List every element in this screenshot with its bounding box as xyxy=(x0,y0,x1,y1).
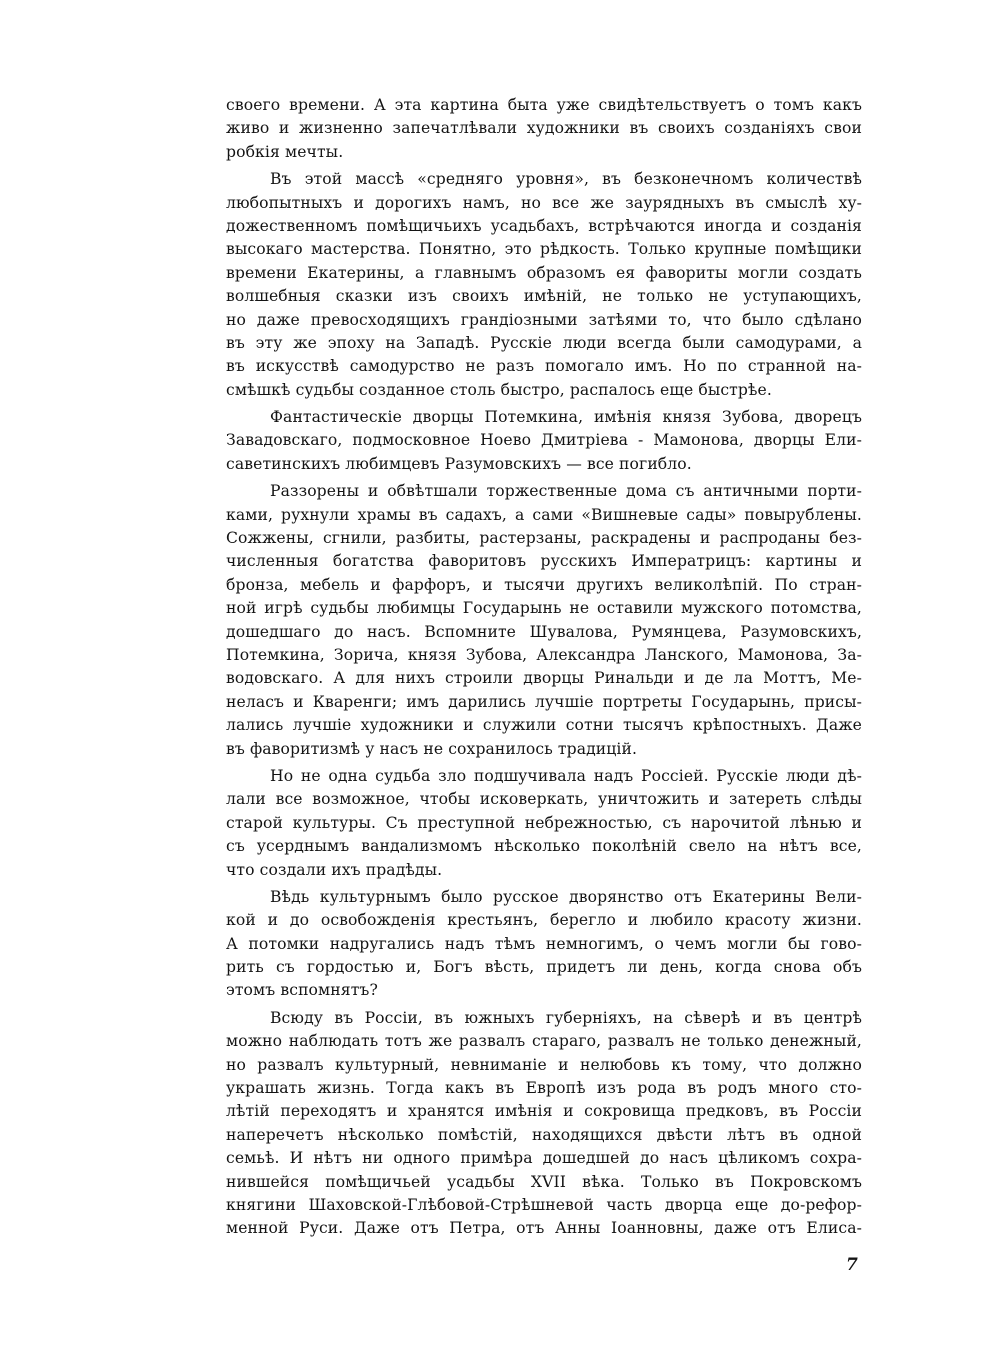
paragraph-2 xyxy=(226,168,862,402)
text-line: старой культуры. Съ преступной небрежностью, съ нарочитой лѣнью и xyxy=(226,813,862,832)
text-line: что создали ихъ прадѣды. xyxy=(226,860,443,879)
text-line: въ эту же эпоху на Западѣ. Русскіе люди всегда были самодурами, а xyxy=(226,333,862,352)
paragraph-5 xyxy=(226,765,862,882)
text-line: этомъ вспомнятъ? xyxy=(226,981,378,1000)
text-line: Завадовскаго, подмосковное Ноево Дмитріева - Мамонова, дворцы Ели- xyxy=(226,431,862,450)
text-line: но даже превосходящихъ грандіозными затѣями то, что было сдѣлано xyxy=(226,310,862,329)
paragraph-7 xyxy=(226,1007,862,1241)
text-line: Раззорены и обвѣтшали торжественные дома съ античными порти- xyxy=(270,482,862,501)
paragraph-6 xyxy=(226,886,862,1003)
text-line: ками, рухнули храмы въ садахъ, а сами «Вишневые сады» повырублены. xyxy=(226,505,862,524)
text-line: дошедшаго до насъ. Вспомните Шувалова, Румянцева, Разумовскихъ, xyxy=(226,622,862,641)
text-line: въ искусствѣ самодурство не разъ помогало имъ. Но по странной на- xyxy=(226,357,862,376)
text-line: смѣшкѣ судьбы созданное столь быстро, распалось еще быстрѣе. xyxy=(226,380,772,399)
text-line: лали все возможное, чтобы исковеркать, уничтожить и затереть слѣды xyxy=(226,790,862,809)
text-line: любопытныхъ и дорогихъ намъ, но все же заурядныхъ въ смыслѣ ху- xyxy=(226,193,862,212)
text-line: саветинскихъ любимцевъ Разумовскихъ — все погибло. xyxy=(226,454,692,473)
paragraph-4 xyxy=(226,480,862,761)
text-line: лѣтій переходятъ и хранятся имѣнія и сокровища предковъ, въ Россіи xyxy=(226,1102,862,1121)
text-line: ной игрѣ судьбы любимцы Государынь не оставили мужского потомства, xyxy=(226,599,862,618)
text-line: своего времени. А эта картина быта уже свидѣтельствуетъ о томъ какъ xyxy=(226,96,862,114)
text-line: рить съ гордостью и, Богъ вѣсть, придетъ ли день, когда снова объ xyxy=(226,958,862,977)
page-body xyxy=(226,94,862,1241)
text-line: кой и до освобожденія крестьянъ, берегло и любило красоту жизни. xyxy=(226,911,862,930)
text-line: живо и жизненно запечатлѣвали художники въ своихъ созданіяхъ свои xyxy=(226,119,862,138)
text-line: въ фаворитизмѣ у насъ не сохранилось традицій. xyxy=(226,739,638,758)
text-line: Всюду въ Россіи, въ южныхъ губерніяхъ, на сѣверѣ и въ центрѣ xyxy=(270,1008,862,1027)
text-line: княгини Шаховской-Глѣбовой-Стрѣшневой часть дворца еще до-рефор- xyxy=(226,1195,862,1214)
text-line: численныя богатства фаворитовъ русскихъ Императрицъ: картины и xyxy=(226,552,862,571)
text-line: Сожжены, сгнили, разбиты, растерзаны, раскрадены и распроданы без- xyxy=(226,529,862,548)
text-line: водовскаго. А для нихъ строили дворцы Ринальди и де ла Моттъ, Ме- xyxy=(226,669,862,688)
text-line: украшать жизнь. Тогда какъ въ Европѣ изъ рода въ родъ много сто- xyxy=(226,1079,862,1098)
text-line: бронза, мебель и фарфоръ, и тысячи другихъ великолѣпій. По стран- xyxy=(226,575,862,594)
text-line: лались лучшіе художники и служили сотни тысячъ крѣпостныхъ. Даже xyxy=(226,716,862,735)
text-line: но развалъ культурный, невниманіе и нелюбовь къ тому, что должно xyxy=(226,1055,862,1074)
text-line: Въ этой массѣ «средняго уровня», въ безконечномъ количествѣ xyxy=(270,170,862,189)
text-line: дожественномъ помѣщичьихъ усадьбахъ, встрѣчаются иногда и созданія xyxy=(226,216,862,235)
text-line: семьѣ. И нѣтъ ни одного примѣра дошедшей до насъ цѣликомъ сохра- xyxy=(226,1149,862,1168)
text-line: робкія мечты. xyxy=(226,142,344,161)
text-line: нившейся помѣщичьей усадьбы XVII вѣка. Только въ Покровскомъ xyxy=(226,1172,862,1191)
paragraph-3 xyxy=(226,406,862,476)
text-line: съ усерднымъ вандализмомъ нѣсколько поколѣній свело на нѣтъ все, xyxy=(226,837,862,856)
text-line: менной Руси. Даже отъ Петра, отъ Анны Іоанновны, даже отъ Елиса- xyxy=(226,1219,862,1238)
paragraph-1 xyxy=(226,94,862,164)
text-line: Но не одна судьба зло подшучивала надъ Россіей. Русскіе люди дѣ- xyxy=(270,766,862,785)
text-line: можно наблюдать тотъ же развалъ стараго, развалъ не только денежный, xyxy=(226,1032,862,1051)
text-line: наперечетъ нѣсколько помѣстій, находящихся двѣсти лѣтъ въ одной xyxy=(226,1125,862,1144)
text-line: волшебныя сказки изъ своихъ имѣній, не только не уступающихъ, xyxy=(226,287,862,306)
text-line: времени Екатерины, а главнымъ образомъ ея фавориты могли создать xyxy=(226,263,862,282)
text-line: А потомки надругались надъ тѣмъ немногимъ, о чемъ могли бы гово- xyxy=(226,934,862,953)
text-line: Потемкина, Зорича, князя Зубова, Александра Ланского, Мамонова, За- xyxy=(226,645,862,664)
page-number: 7 xyxy=(846,1255,858,1275)
text-line: Вѣдь культурнымъ было русское дворянство отъ Екатерины Вели- xyxy=(270,887,862,906)
text-line: Фантастическіе дворцы Потемкина, имѣнія князя Зубова, дворецъ xyxy=(270,408,862,427)
text-line: неласъ и Кваренги; имъ дарились лучшіе портреты Государынь, присы- xyxy=(226,692,862,711)
text-line: высокаго мастерства. Понятно, это рѣдкость. Только крупные помѣщики xyxy=(226,240,862,259)
